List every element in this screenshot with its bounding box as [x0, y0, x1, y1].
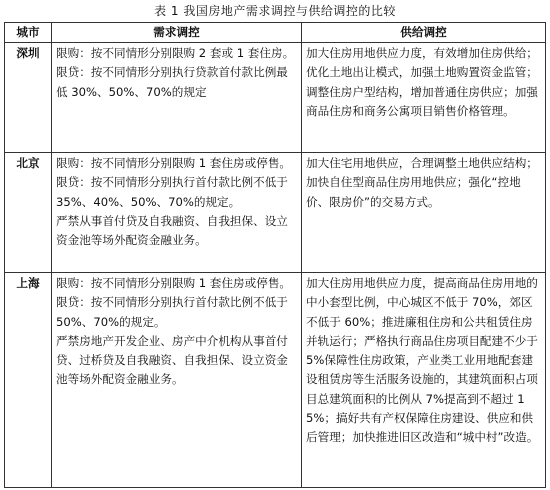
- city-cell: 深圳: [5, 43, 52, 153]
- demand-text: 限购：按不同情形分别限购 1 套住房或停售。: [56, 156, 292, 170]
- table-row-shenzhen: [5, 43, 546, 153]
- demand-text: 限贷：按不同情形分别执行首付款比例不低于 50%、70%的规定。: [56, 295, 288, 329]
- supply-cell: [302, 43, 546, 153]
- table-caption: 表 1 我国房地产需求调控与供给调控的比较: [154, 4, 396, 18]
- supply-text: 加大住房用地供应力度，提高商品住房用地的中小套型比例，中心城区不低于 70%，郊区不低于 60%；推进廉租住房和公共租赁住房并轨运行；严格执行商品住房项目配建不少于 5%保障性住房政策，产业类工业用地配套建设租赁房等生活服务设施的，其建筑面积占项目总建筑面积的比例从 7%提高到不超过 15%；搞好共有产权保障住房建设、供应和供后管理；加快推进旧区改造和“城中村”改造。: [306, 276, 539, 445]
- comparison-table: [4, 22, 546, 488]
- city-cell: 北京: [5, 153, 52, 273]
- demand-cell: [52, 273, 302, 488]
- demand-text: 限购：按不同情形分别限购 2 套或 1 套住房。: [56, 46, 295, 60]
- demand-text: 限贷：按不同情形分别执行贷款首付款比例最低 30%、50%、70%的规定: [56, 65, 288, 99]
- demand-text: 限购：按不同情形分别限购 1 套住房或停售。: [56, 276, 292, 290]
- supply-text: 加大住房用地供应力度，有效增加住房供给；优化土地出让模式，加强土地购置资金监管；调整住房户型结构，增加普通住房供应；加强商品住房和商务公寓项目销售价格管理。: [306, 46, 538, 118]
- demand-text: 严禁房地产开发企业、房产中介机构从事首付贷、过桥贷及自我融资、自我担保、设立资金池等场外配资金融业务。: [56, 333, 288, 387]
- demand-text: 限贷：按不同情形分别执行首付款比例不低于 35%、40%、50%、70%的规定。: [56, 175, 288, 209]
- table-header-row: [5, 23, 546, 43]
- header-city: 城市: [5, 23, 52, 43]
- table-row-beijing: [5, 153, 546, 273]
- supply-cell: [302, 273, 546, 488]
- supply-cell: [302, 153, 546, 273]
- table-row-shanghai: [5, 273, 546, 488]
- header-demand: 需求调控: [52, 23, 302, 43]
- supply-text: 加大住宅用地供应，合理调整土地供应结构；加快自住型商品住房用地供应；强化“控地价、限房价”的交易方式。: [306, 156, 538, 209]
- demand-cell: [52, 153, 302, 273]
- demand-cell: [52, 43, 302, 153]
- demand-text: 严禁从事首付贷及自我融资、自我担保、设立资金池等场外配资金融业务。: [56, 213, 288, 248]
- city-cell: 上海: [5, 273, 52, 488]
- header-supply: 供给调控: [302, 23, 546, 43]
